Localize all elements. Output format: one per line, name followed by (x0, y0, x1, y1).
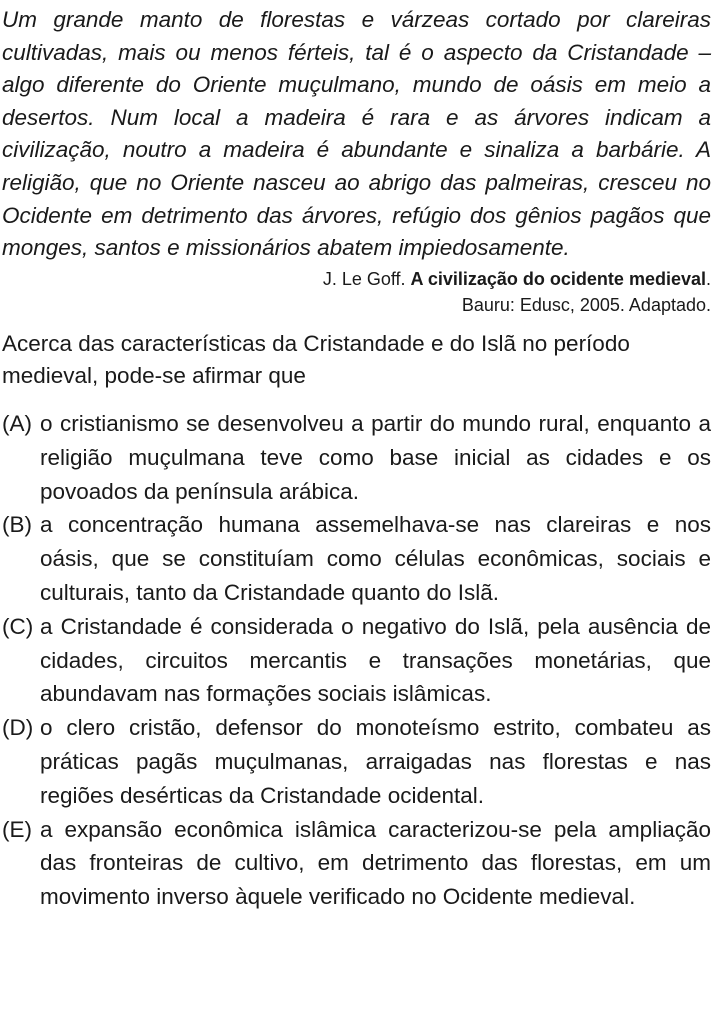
citation-book-title: A civilização do ocidente medieval (410, 268, 706, 289)
question-stem: Acerca das características da Cristandade e do Islã no período medieval, pode-se afirmar que (2, 330, 630, 389)
source-citation (2, 266, 711, 318)
citation-title-end: . (705, 268, 711, 289)
answer-option-a[interactable] (2, 407, 711, 508)
option-letter: (C) (2, 613, 34, 639)
citation-author: J. Le Goff. (322, 268, 406, 289)
answer-option-b[interactable] (2, 508, 711, 609)
source-passage: Um grande manto de florestas e várzeas cortado por clareiras cultivadas, mais ou menos férteis, tal é o aspecto da Cristandade – algo diferente do Oriente muçulmano, mundo de oásis em meio a desertos. Num local a madeira é rara e as árvores indicam a civilização, noutro a madeira é abundante e sinaliza a barbárie. A religião, que no Oriente nasceu ao abrigo das palmeiras, cresceu no Ocidente em detrimento das árvores, refúgio dos gênios pagãos que monges, santos e missionários abatem impiedosamente. (2, 7, 711, 261)
option-text: o cristianismo se desenvolveu a partir do mundo rural, enquanto a religião muçulmana teve como base inicial as cidades e os povoados da península arábica. (40, 410, 711, 504)
option-text: a expansão econômica islâmica caracterizou-se pela ampliação das fronteiras de cultivo, em detrimento das florestas, em um movimento inverso àquele verificado no Ocidente medieval. (40, 816, 711, 910)
citation-publication: Bauru: Edusc, 2005. Adaptado. (461, 294, 711, 315)
option-text: a concentração humana assemelhava-se nas clareiras e nos oásis, que se constituíam como células econômicas, sociais e culturais, tanto da Cristandade quanto do Islã. (40, 512, 711, 605)
answer-option-c[interactable] (2, 610, 711, 711)
option-letter: (D) (2, 715, 34, 741)
option-letter: (E) (2, 816, 32, 842)
answer-options (2, 407, 711, 914)
option-letter: (A) (2, 410, 32, 436)
citation-line-1 (2, 266, 711, 292)
option-text: a Cristandade é considerada o negativo do Islã, pela ausência de cidades, circuitos mercantis e transações monetárias, que abundavam nas formações sociais islâmicas. (40, 613, 711, 707)
answer-option-d[interactable] (2, 711, 711, 812)
option-letter: (B) (2, 512, 32, 538)
option-text: o clero cristão, defensor do monoteísmo estrito, combateu as práticas pagãs muçulmanas, arraigadas nas florestas e nas regiões desérticas da Cristandade ocidental. (40, 715, 711, 808)
answer-option-e[interactable] (2, 813, 711, 914)
